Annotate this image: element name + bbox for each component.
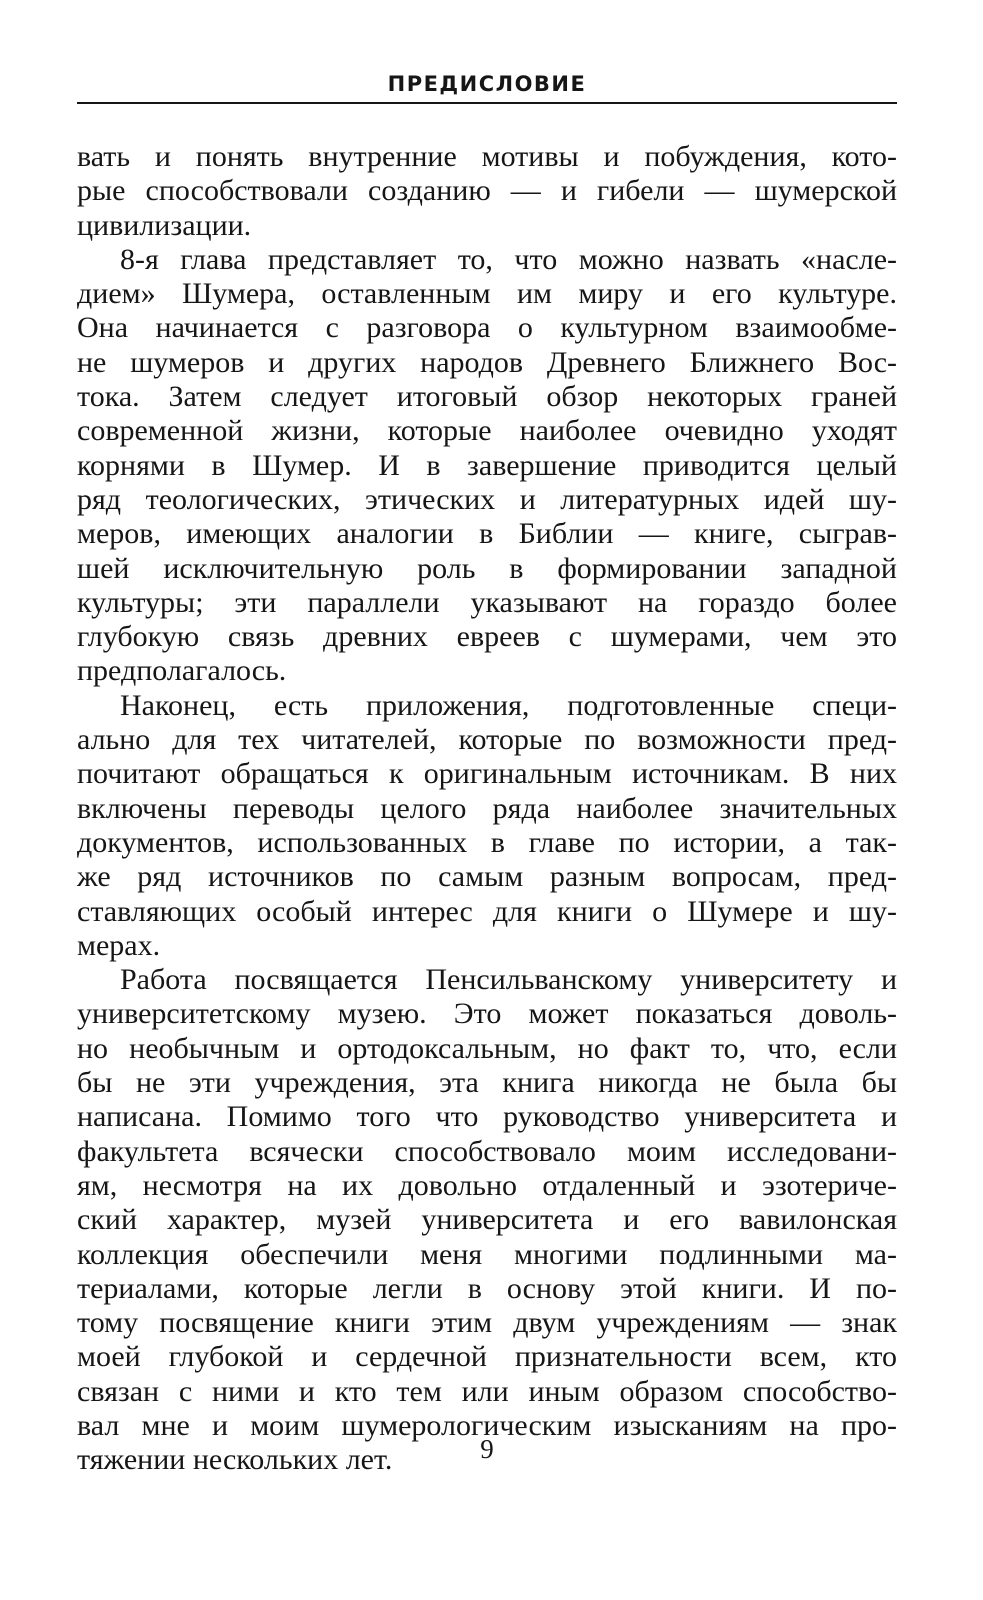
text-line: Она начинается с разговора о культурном взаимообме- [77, 311, 897, 345]
text-line: тока. Затем следует итоговый обзор некоторых граней [77, 380, 897, 414]
text-line: не шумеров и других народов Древнего Ближнего Вос- [77, 345, 897, 379]
text-line: Работа посвящается Пенсильванскому университету и [120, 963, 897, 997]
text-line: включены переводы целого ряда наиболее значительных [77, 791, 897, 825]
text-line: предполагалось. [77, 654, 287, 688]
text-line: современной жизни, которые наиболее очевидно уходят [77, 414, 897, 448]
text-line: но необычным и ортодоксальным, но факт то, что, если [77, 1031, 897, 1065]
text-line: связан с ними и кто тем или иным образом способство- [77, 1374, 897, 1408]
text-line: ально для тех читателей, которые по возможности пред- [77, 723, 897, 757]
text-line: ский характер, музей университета и его вавилонская [77, 1203, 897, 1237]
text-line: факультета всячески способствовало моим исследовани- [77, 1134, 897, 1168]
text-line: териалами, которые легли в основу этой книги. И по- [77, 1271, 897, 1305]
text-line: тяжении нескольких лет. [77, 1443, 393, 1477]
text-line: культуры; эти параллели указывают на гораздо более [77, 585, 897, 619]
text-line: цивилизации. [77, 208, 252, 242]
text-line: документов, использованных в главе по истории, а так- [77, 825, 897, 859]
text-line: написана. Помимо того что руководство университета и [77, 1100, 897, 1134]
text-line: вал мне и моим шумерологическим изысканиям на про- [77, 1408, 897, 1442]
running-head: ПРЕДИСЛОВИЕ [387, 72, 587, 96]
text-line: Наконец, есть приложения, подготовленные специ- [120, 688, 897, 722]
header-rule [77, 102, 897, 104]
text-line: моей глубокой и сердечной признательности всем, кто [77, 1340, 897, 1374]
text-line: меров, имеющих аналогии в Библии — книге, сыграв- [77, 517, 897, 551]
text-line: корнями в Шумер. И в завершение приводится целый [77, 448, 897, 482]
text-line: университетскому музею. Это может показаться доволь- [77, 997, 897, 1031]
text-line: коллекция обеспечили меня многими подлинными ма- [77, 1237, 897, 1271]
text-line: же ряд источников по самым разным вопросам, пред- [77, 860, 897, 894]
text-line: тому посвящение книги этим двум учреждениям — знак [77, 1306, 897, 1340]
text-line: вать и понять внутренние мотивы и побуждения, кото- [77, 140, 897, 173]
text-line: ряд теологических, этических и литературных идей шу- [77, 482, 897, 516]
text-line: рые способствовали созданию — и гибели — шумерской [77, 174, 897, 208]
body-text [77, 140, 897, 1478]
text-line: бы не эти учреждения, эта книга никогда не была бы [77, 1066, 897, 1100]
text-line: 8-я глава представляет то, что можно назвать «насле- [120, 242, 897, 276]
text-line: почитают обращаться к оригинальным источникам. В них [77, 757, 897, 791]
page-number: 9 [480, 1434, 494, 1464]
text-line: ям, несмотря на их довольно отдаленный и эзотериче- [77, 1168, 897, 1202]
text-line: дием» Шумера, оставленным им миру и его культуре. [77, 277, 897, 311]
text-line: шей исключительную роль в формировании западной [77, 551, 897, 585]
text-line: мерах. [77, 928, 161, 962]
text-line: глубокую связь древних евреев с шумерами, чем это [77, 620, 897, 654]
text-line: ставляющих особый интерес для книги о Шумере и шу- [77, 894, 897, 928]
